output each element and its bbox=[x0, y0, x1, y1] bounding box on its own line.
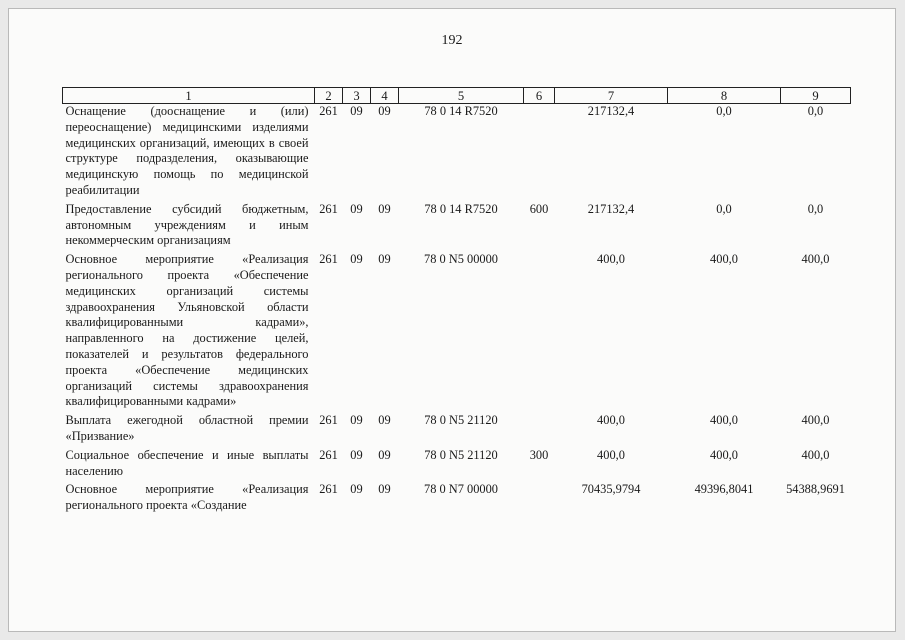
header-cell-7: 7 bbox=[555, 88, 668, 104]
row-ministry-code: 261 bbox=[319, 104, 338, 118]
row-subsection-code: 09 bbox=[378, 413, 391, 428]
row-subsection-code: 09 bbox=[378, 482, 391, 497]
header-row bbox=[63, 88, 851, 104]
table-row bbox=[63, 104, 851, 199]
row-section-code: 09 bbox=[350, 252, 363, 267]
row-amount-2: 400,0 bbox=[710, 413, 738, 428]
row-name: Оснащение (дооснащение и (или) переоснащение) медицинскими изделиями медицинских организаций, имеющих в своей структуре подразделения, оказывающие медицинскую помощь по медицинской реабилитации bbox=[65, 104, 309, 197]
row-amount-2: 49396,8041 bbox=[694, 482, 754, 497]
row-subsection-code: 09 bbox=[378, 252, 391, 267]
row-subsection-code: 09 bbox=[378, 201, 391, 216]
budget-table bbox=[62, 87, 851, 514]
row-amount-2: 0,0 bbox=[716, 104, 732, 118]
header-cell-2: 2 bbox=[315, 88, 343, 104]
row-amount-1: 400,0 bbox=[597, 413, 625, 428]
row-subsection-code: 09 bbox=[378, 104, 391, 118]
header-cell-8: 8 bbox=[668, 88, 781, 104]
table-row bbox=[63, 413, 851, 445]
row-target-article: 78 0 N5 00000 bbox=[424, 252, 498, 267]
row-ministry-code: 261 bbox=[319, 413, 338, 428]
row-name: Выплата ежегодной областной премии «Призвание» bbox=[65, 413, 309, 443]
header-cell-9: 9 bbox=[781, 88, 851, 104]
row-name: Предоставление субсидий бюджетным, автономным учреждениям и иным некоммерческим организациям bbox=[65, 201, 309, 248]
row-expense-type bbox=[524, 252, 555, 410]
row-target-article: 78 0 N7 00000 bbox=[424, 482, 498, 497]
row-amount-3: 400,0 bbox=[801, 252, 830, 267]
row-target-article: 78 0 N5 21120 bbox=[424, 413, 498, 428]
table-row bbox=[63, 202, 851, 249]
row-amount-3: 400,0 bbox=[801, 447, 830, 462]
row-section-code: 09 bbox=[350, 104, 363, 118]
row-ministry-code: 261 bbox=[319, 201, 338, 216]
row-section-code: 09 bbox=[350, 413, 363, 428]
header-cell-4: 4 bbox=[371, 88, 399, 104]
budget-table-wrapper bbox=[62, 87, 850, 514]
row-target-article: 78 0 14 R7520 bbox=[424, 104, 498, 118]
row-section-code: 09 bbox=[350, 482, 363, 497]
row-expense-type: 600 bbox=[529, 201, 549, 216]
row-amount-1: 217132,4 bbox=[587, 201, 635, 216]
header-cell-6: 6 bbox=[524, 88, 555, 104]
row-subsection-code: 09 bbox=[378, 447, 391, 462]
row-amount-1: 70435,9794 bbox=[581, 482, 641, 497]
row-amount-2: 0,0 bbox=[716, 201, 732, 216]
header-cell-5: 5 bbox=[399, 88, 524, 104]
row-expense-type: 300 bbox=[529, 447, 549, 462]
row-target-article: 78 0 14 R7520 bbox=[424, 201, 498, 216]
table-row bbox=[63, 448, 851, 480]
row-amount-3: 0,0 bbox=[807, 104, 824, 118]
row-ministry-code: 261 bbox=[319, 482, 338, 497]
row-amount-1: 400,0 bbox=[597, 447, 625, 462]
row-amount-3: 54388,9691 bbox=[786, 482, 845, 497]
page-number: 192 bbox=[441, 33, 463, 48]
row-expense-type bbox=[524, 413, 555, 445]
table-row bbox=[63, 482, 851, 514]
header-cell-3: 3 bbox=[343, 88, 371, 104]
row-amount-2: 400,0 bbox=[710, 252, 738, 267]
row-ministry-code: 261 bbox=[319, 252, 338, 267]
row-amount-2: 400,0 bbox=[710, 447, 738, 462]
header-cell-1: 1 bbox=[63, 88, 315, 104]
table-row bbox=[63, 252, 851, 410]
row-section-code: 09 bbox=[350, 447, 363, 462]
row-target-article: 78 0 N5 21120 bbox=[424, 447, 498, 462]
row-ministry-code: 261 bbox=[319, 447, 338, 462]
row-amount-1: 400,0 bbox=[597, 252, 625, 267]
row-amount-1: 217132,4 bbox=[587, 104, 635, 118]
row-name: Основное мероприятие «Реализация регионального проекта «Обеспечение медицинских организаций системы здравоохранения Ульяновской области квалифицированными кадрами», направленного на достижение целей, показателей и результатов федерального проекта «Обеспечение медицинских организаций системы здравоохранения квалифицированными кадрами» bbox=[65, 252, 309, 409]
row-expense-type bbox=[524, 104, 555, 199]
row-amount-3: 400,0 bbox=[801, 413, 830, 428]
document-page bbox=[8, 8, 896, 632]
row-amount-3: 0,0 bbox=[807, 201, 824, 216]
row-name: Основное мероприятие «Реализация регионального проекта «Создание bbox=[65, 482, 309, 513]
row-section-code: 09 bbox=[350, 201, 363, 216]
row-name: Социальное обеспечение и иные выплаты населению bbox=[65, 447, 309, 478]
row-expense-type bbox=[524, 482, 555, 514]
